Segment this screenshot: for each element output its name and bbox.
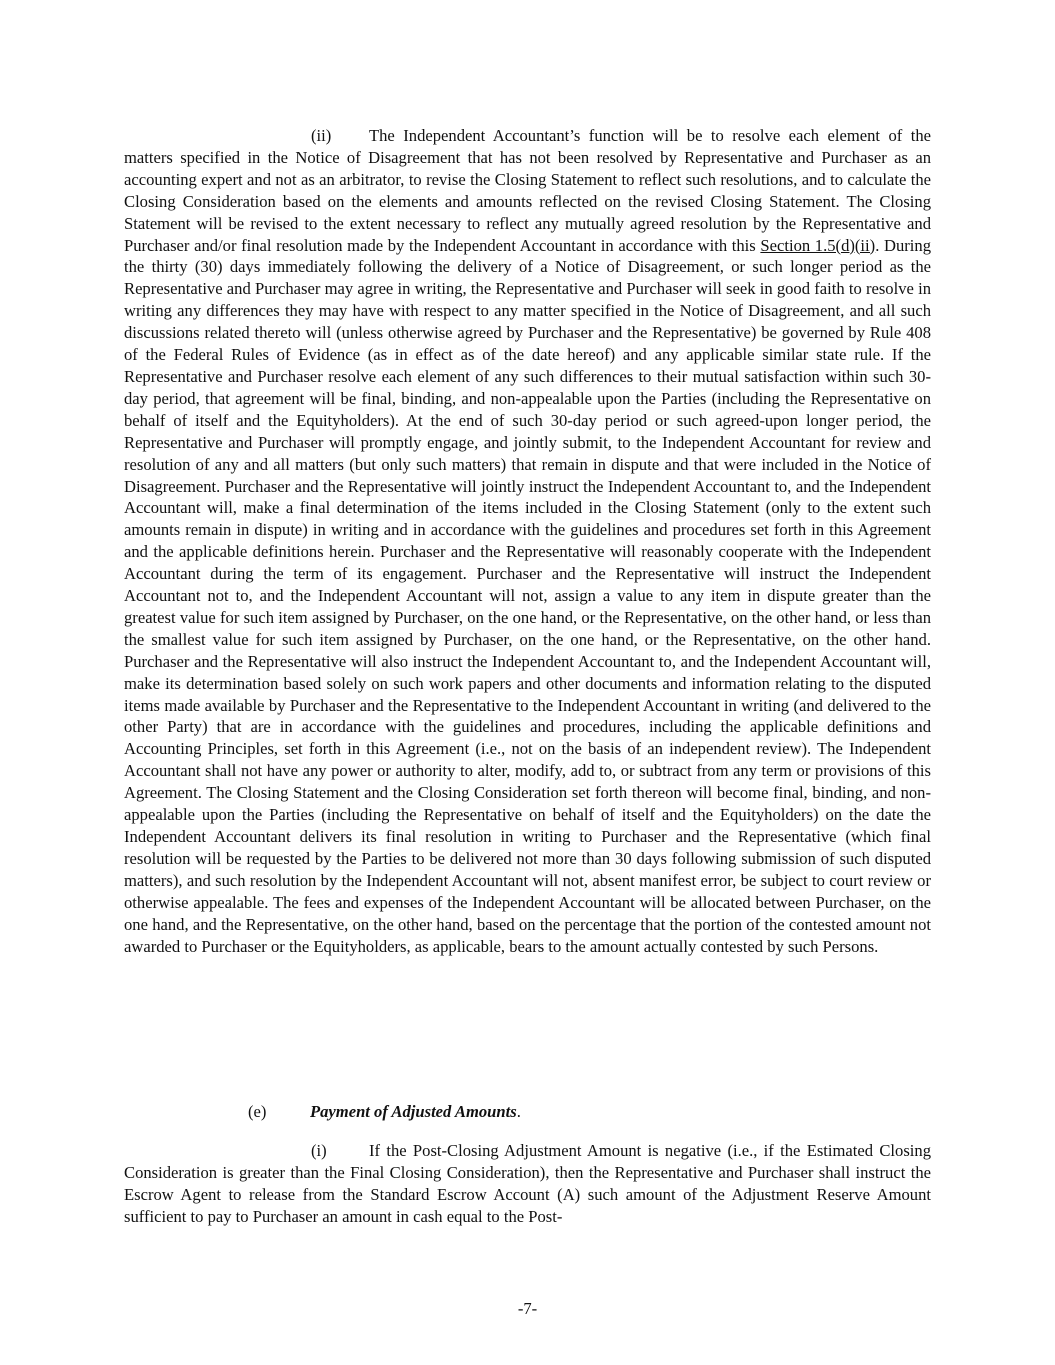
paragraph-i <box>124 1140 931 1228</box>
section-e-title: Payment of Adjusted Amounts <box>310 1102 517 1121</box>
paragraph-ii <box>124 125 931 957</box>
section-reference: Section 1.5(d)(ii) <box>760 235 876 255</box>
paragraph-ii-text-rest: . During the thirty (30) days immediately following the delivery of a Notice of Disagreement, or such longer period as the Representative and Purchaser may agree in writing, the Representative and Purchaser will seek in good faith to resolve in writing any differences they may have with respect to any matter specified in the Notice of Disagreement, and all such discussions related thereto will (unless otherwise agreed by Purchaser and the Representative) be governed by Rule 408 of the Federal Rules of Evidence (as in effect as of the date hereof) and any applicable similar state rule. If the Representative and Purchaser resolve each element of any such differences to their mutual satisfaction within such 30-day period, that agreement will be final, binding, and non-appealable upon the Parties (including the Representative on behalf of itself and the Equityholders). At the end of such 30-day period or such agreed-upon longer period, the Representative and Purchaser will promptly engage, and jointly submit, to the Independent Accountant for review and resolution of any and all matters (but only such matters) that remain in dispute and that were included in the Notice of Disagreement. Purchaser and the Representative will jointly instruct the Independent Accountant to, and the Independent Accountant will, make a final determination of the items included in the Closing Statement (only to the extent such amounts remain in dispute) in writing and in accordance with the guidelines and procedures set forth in this Agreement and the applicable definitions herein. Purchaser and the Representative will reasonably cooperate with the Independent Accountant during the term of its engagement. Purchaser and the Representative will instruct the Independent Accountant not to, and the Independent Accountant will not, assign a value to any item in dispute greater than the greatest value for such item assigned by Purchaser, on the one hand, or the Representative, on the other hand, or less than the smallest value for such item assigned by Purchaser, on the one hand, or the Representative, on the other hand. Purchaser and the Representative will also instruct the Independent Accountant to, and the Independent Accountant will, make its determination based solely on such work papers and other documents and information relating to the disputed items made available by Purchaser and the Representative to the Independent Accountant in writing (and delivered to the other Party) that are in accordance with the guidelines and procedures, including the applicable definitions and Accounting Principles, set forth in this Agreement (i.e., not on the basis of an independent review). The Independent Accountant shall not have any power or authority to alter, modify, add to, or subtract from any term or provisions of this Agreement. The Closing Statement and the Closing Consideration set forth thereon will become final, binding, and non-appealable upon the Parties (including the Representative on behalf of itself and the Equityholders) on the date the Independent Accountant delivers its final resolution in writing to Purchaser and the Representative (which final resolution will be requested by the Parties to be delivered not more than 30 days following submission of such disputed matters), and such resolution by the Independent Accountant will not, absent manifest error, be subject to court review or otherwise appealable. The fees and expenses of the Independent Accountant will be allocated between Purchaser, on the one hand, and the Representative, on the other hand, based on the percentage that the portion of the contested amount not awarded to Purchaser or the Equityholders, as applicable, bears to the amount actually contested by such Persons. <box>124 235 931 956</box>
section-number-e: (e) <box>248 1102 267 1121</box>
paragraph-number-i: (i) <box>311 1141 327 1160</box>
paragraph-i-text: If the Post-Closing Adjustment Amount is negative (i.e., if the Estimated Closing Consideration is greater than the Final Closing Consideration), then the Representative and Purchaser shall instruct the Escrow Agent to release from the Standard Escrow Account (A) such amount of the Adjustment Reserve Amount sufficient to pay to Purchaser an amount in cash equal to the Post- <box>124 1141 931 1226</box>
paragraph-ii-text-start: The Independent Accountant’s function will be to resolve each element of the matters specified in the Notice of Disagreement that has not been resolved by Representative and Purchaser as an accounting expert and not as an arbitrator, to revise the Closing Statement to reflect such resolutions, and to calculate the Closing Consideration based on the elements and amounts reflected on the revised Closing Statement. The Closing Statement will be revised to the extent necessary to reflect any mutually agreed resolution by the Representative and Purchaser and/or final resolution made by the Independent Accountant in accordance with this <box>124 126 931 255</box>
paragraph-number-ii: (ii) <box>311 126 332 145</box>
page-number: -7- <box>517 1299 538 1318</box>
section-e-title-punct: . <box>516 1102 521 1121</box>
section-e-heading <box>124 1101 931 1123</box>
